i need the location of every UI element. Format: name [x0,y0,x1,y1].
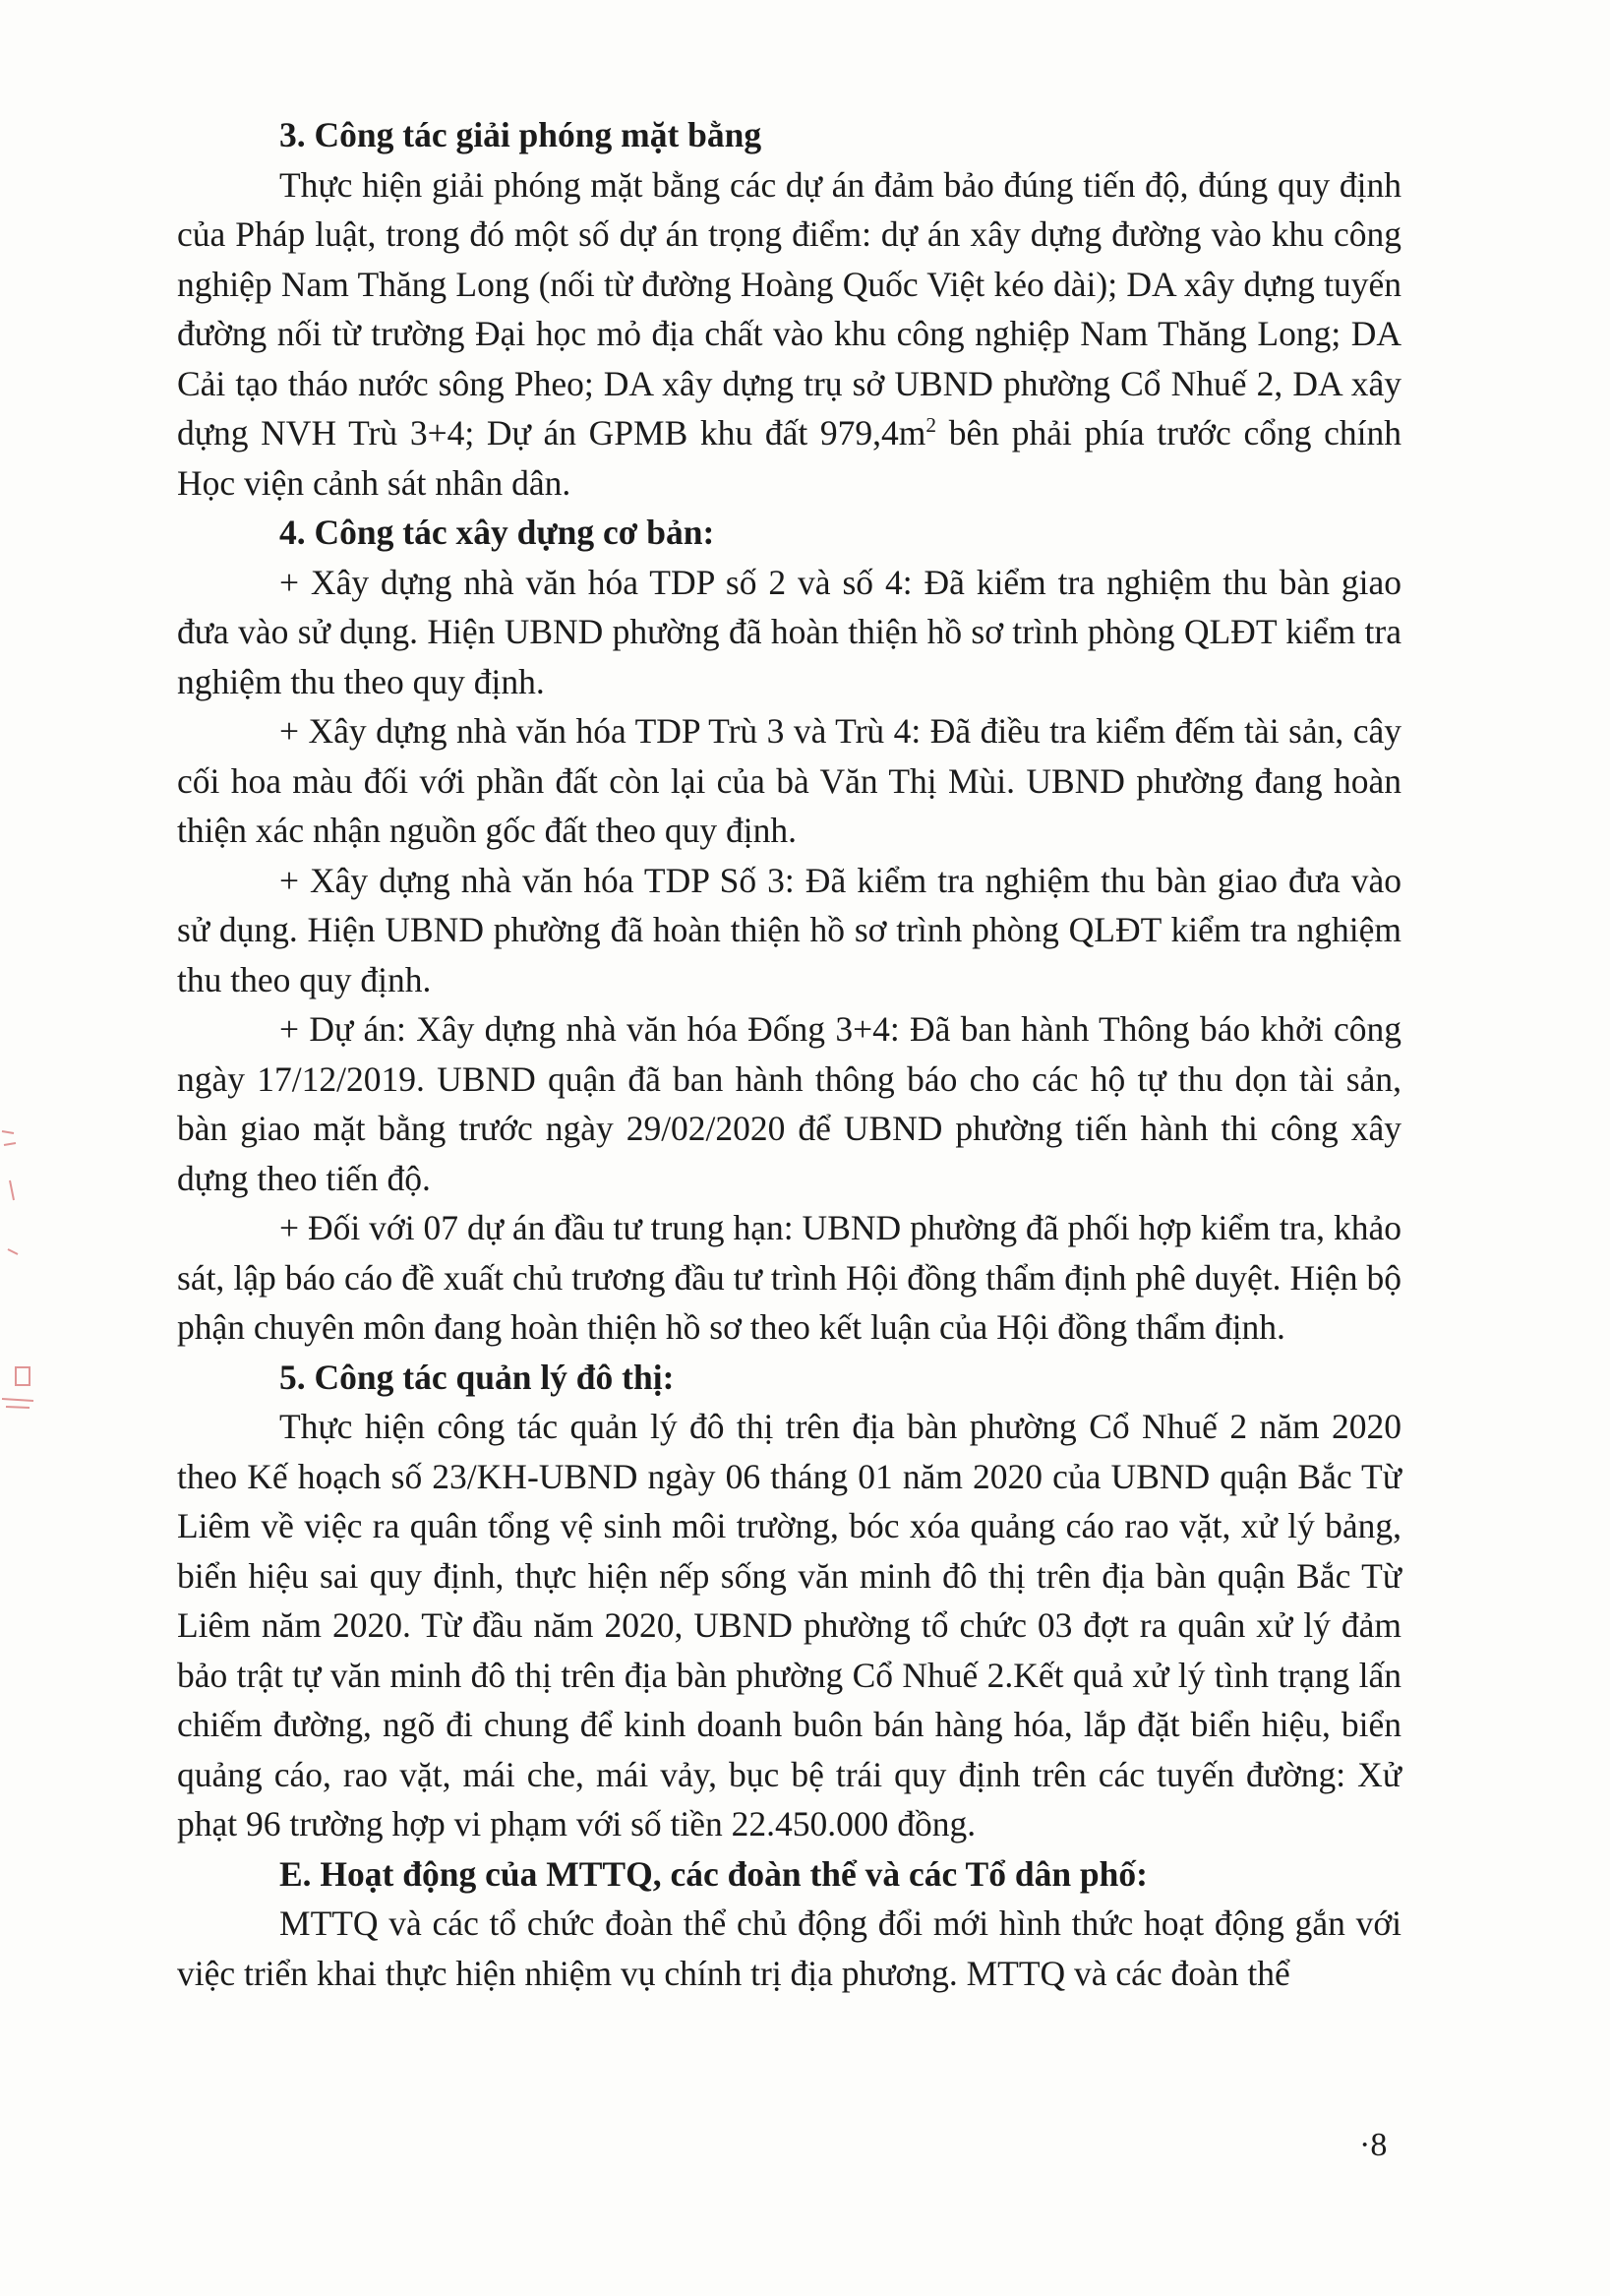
section-4-item-5: + Đối với 07 dự án đầu tư trung hạn: UBND phường đã phối hợp kiểm tra, khảo sát, lập báo cáo đề xuất chủ trương đầu tư trình Hội đồng thẩm định phê duyệt. Hiện bộ phận chuyên môn đang hoàn thiện hồ sơ theo kết luận của Hội đồng thẩm định. [177,1208,1401,1347]
stamp-edge-marks [0,1121,39,1417]
section-5-paragraph: Thực hiện công tác quản lý đô thị trên địa bàn phường Cổ Nhuế 2 năm 2020 theo Kế hoạch số 23/KH-UBND ngày 06 tháng 01 năm 2020 của UBND quận Bắc Từ Liêm về việc ra quân tổng vệ sinh môi trường, bóc xóa quảng cáo rao vặt, xử lý bảng, biển hiệu sai quy định, thực hiện nếp sống văn minh đô thị trên địa bàn quận Bắc Từ Liêm năm 2020. Từ đầu năm 2020, UBND phường tổ chức 03 đợt ra quân xử lý đảm bảo trật tự văn minh đô thị trên địa bàn phường Cổ Nhuế 2.Kết quả xử lý tình trạng lấn chiếm đường, ngõ đi chung để kinh doanh buôn bán hàng hóa, lắp đặt biển hiệu, biển quảng cáo, rao vặt, mái che, mái vảy, bục bệ trái quy định trên các tuyến đường: Xử phạt 96 trường hợp vi phạm với số tiền 22.450.000 đồng. [177,1407,1401,1843]
section-heading-4: 4. Công tác xây dựng cơ bản: [279,513,715,552]
section-4-item-2: + Xây dựng nhà văn hóa TDP Trù 3 và Trù 4: Đã điều tra kiểm đếm tài sản, cây cối hoa màu đối với phần đất còn lại của bà Văn Thị Mùi. UBND phường đang hoàn thiện xác nhận nguồn gốc đất theo quy định. [177,711,1401,850]
section-3-paragraph [177,160,1401,509]
section-e-paragraph: MTTQ và các tổ chức đoàn thể chủ động đổi mới hình thức hoạt động gắn với việc triển khai thực hiện nhiệm vụ chính trị địa phương. MTTQ và các đoàn thể [177,1903,1401,1993]
section-3-paragraph-text: Thực hiện giải phóng mặt bằng các dự án đảm bảo đúng tiến độ, đúng quy định của Pháp luật, trong đó một số dự án trọng điểm: dự án xây dựng đường vào khu công nghiệp Nam Thăng Long (nối từ đường Hoàng Quốc Việt kéo dài); DA xây dựng tuyến đường nối từ trường Đại học mỏ địa chất vào khu công nghiệp Nam Thăng Long; DA Cải tạo tháo nước sông Pheo; DA xây dựng trụ sở UBND phường Cổ Nhuế 2, DA xây dựng NVH Trù 3+4; Dự án GPMB khu đất 979,4m [177,164,1401,453]
section-heading-5: 5. Công tác quản lý đô thị: [279,1357,675,1397]
section-4-item-1: + Xây dựng nhà văn hóa TDP số 2 và số 4: Đã kiểm tra nghiệm thu bàn giao đưa vào sử dụng. Hiện UBND phường đã hoàn thiện hồ sơ trình phòng QLĐT kiểm tra nghiệm thu theo quy định. [177,562,1401,701]
section-3-paragraph-tail: bên phải phía trước cổng chính Học viện cảnh sát nhân dân. [177,413,1401,503]
section-heading-3: 3. Công tác giải phóng mặt bằng [279,115,762,154]
document-body [177,110,1401,1998]
superscript-2: 2 [925,413,937,438]
section-heading-e: E. Hoạt động của MTTQ, các đoàn thể và các Tổ dân phố: [279,1853,1148,1894]
page-number: ·8 [1359,2127,1388,2163]
section-4-item-4: + Dự án: Xây dựng nhà văn hóa Đống 3+4: Đã ban hành Thông báo khởi công ngày 17/12/2019. UBND quận đã ban hành thông báo cho các hộ tự thu dọn tài sản, bàn giao mặt bằng trước ngày 29/02/2020 để UBND phường tiến hành thi công xây dựng theo tiến độ. [177,1009,1401,1198]
section-4-item-3: + Xây dựng nhà văn hóa TDP Số 3: Đã kiểm tra nghiệm thu bàn giao đưa vào sử dụng. Hiện UBND phường đã hoàn thiện hồ sơ trình phòng QLĐT kiểm tra nghiệm thu theo quy định. [177,860,1401,999]
